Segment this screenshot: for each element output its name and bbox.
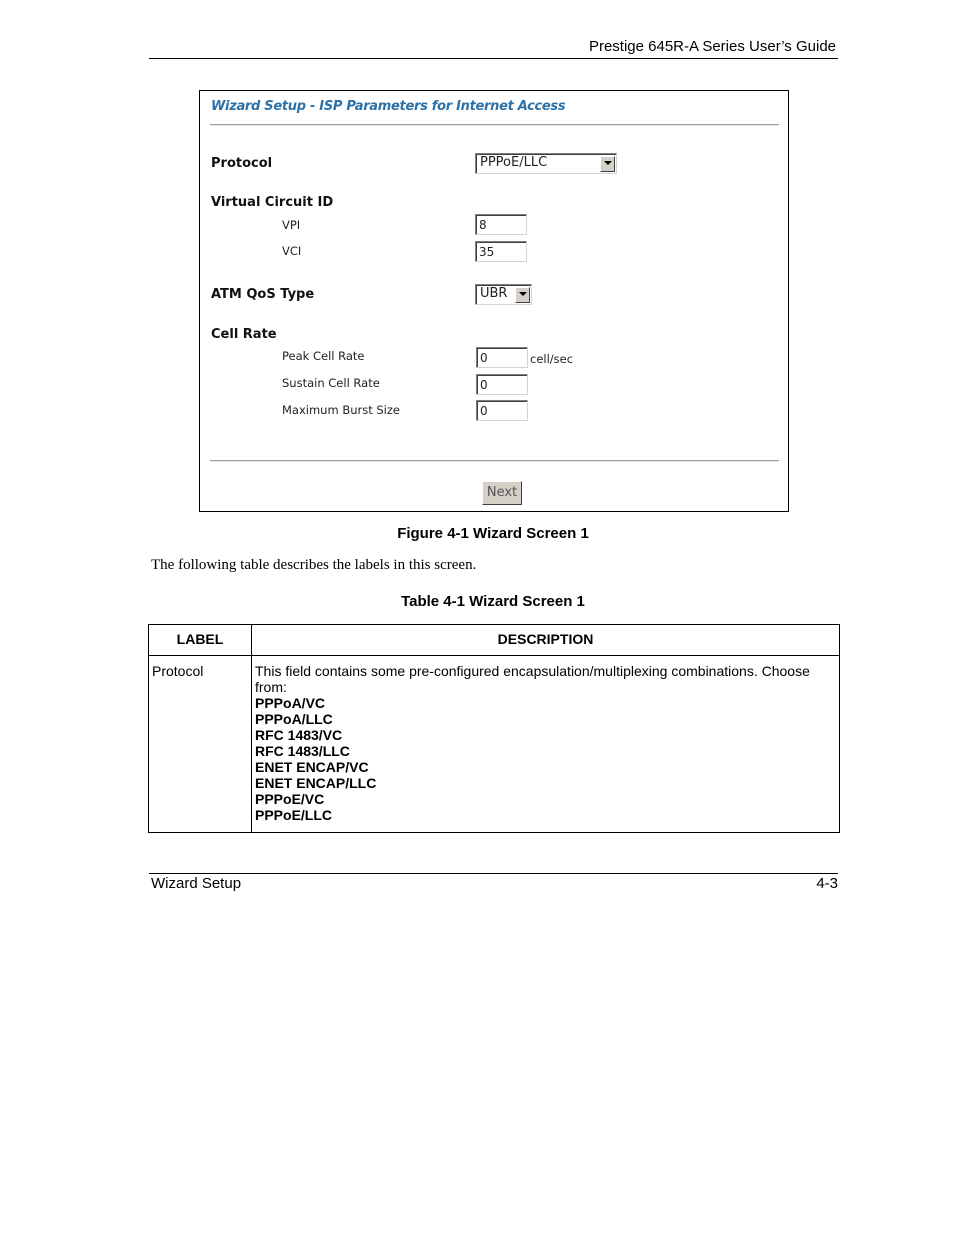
peak-cell-rate-label: Peak Cell Rate (282, 349, 365, 363)
maximum-burst-size-input[interactable]: 0 (476, 400, 528, 421)
list-item: PPPoE/LLC (255, 807, 333, 823)
table-header-label: LABEL (176, 631, 224, 647)
list-item: PPPoE/VC (255, 791, 325, 807)
peak-cell-rate-unit: cell/sec (530, 352, 574, 366)
list-item: ENET ENCAP/VC (255, 759, 369, 775)
atm-qos-select-value: UBR (480, 286, 508, 301)
cell-rate-label: Cell Rate (211, 327, 277, 342)
footer-section-title: Wizard Setup (151, 875, 242, 892)
table-caption: Table 4-1 Wizard Screen 1 (401, 593, 585, 610)
atm-qos-select[interactable] (475, 284, 532, 305)
protocol-select[interactable] (475, 153, 617, 174)
vpi-input[interactable]: 8 (475, 214, 527, 235)
list-item: RFC 1483/VC (255, 727, 343, 743)
footer-divider (210, 460, 779, 462)
figure-caption: Figure 4-1 Wizard Screen 1 (397, 525, 589, 542)
intro-text: The following table describes the labels in this screen. (151, 557, 477, 573)
footer-rule (149, 873, 838, 874)
header-rule (149, 58, 838, 59)
title-divider (210, 124, 779, 126)
table-column-divider (251, 625, 252, 832)
page-number: 4-3 (816, 875, 838, 892)
chevron-down-icon[interactable] (515, 287, 530, 303)
atm-qos-label: ATM QoS Type (211, 287, 315, 302)
sustain-cell-rate-label: Sustain Cell Rate (282, 376, 380, 390)
next-button[interactable]: Next (482, 481, 522, 505)
table-cell-description (255, 663, 835, 823)
wizard-screenshot (199, 90, 789, 512)
vci-label: VCI (282, 244, 302, 258)
table-header-description: DESCRIPTION (497, 631, 594, 647)
sustain-cell-rate-input[interactable]: 0 (476, 374, 528, 395)
list-item: RFC 1483/LLC (255, 743, 350, 759)
list-item: PPPoA/LLC (255, 711, 333, 727)
wizard-title: Wizard Setup - ISP Parameters for Internet Access (211, 99, 566, 114)
virtual-circuit-label: Virtual Circuit ID (211, 195, 334, 210)
protocol-label: Protocol (211, 156, 273, 171)
table-header-divider (149, 655, 839, 656)
description-table (148, 624, 840, 833)
vpi-label: VPI (282, 218, 301, 232)
list-item: ENET ENCAP/LLC (255, 775, 377, 791)
chevron-down-icon[interactable] (600, 156, 615, 172)
description-text: This field contains some pre-configured encapsulation/multiplexing combinations. Choose from: (255, 663, 810, 695)
peak-cell-rate-input[interactable]: 0 (476, 347, 528, 368)
list-item: PPPoA/VC (255, 695, 326, 711)
protocol-option-list (255, 695, 835, 823)
vci-input[interactable]: 35 (475, 241, 527, 262)
table-cell-label: Protocol (152, 663, 204, 679)
header-title: Prestige 645R-A Series User’s Guide (588, 38, 836, 55)
protocol-select-value: PPPoE/LLC (480, 155, 548, 170)
maximum-burst-size-label: Maximum Burst Size (282, 403, 400, 417)
